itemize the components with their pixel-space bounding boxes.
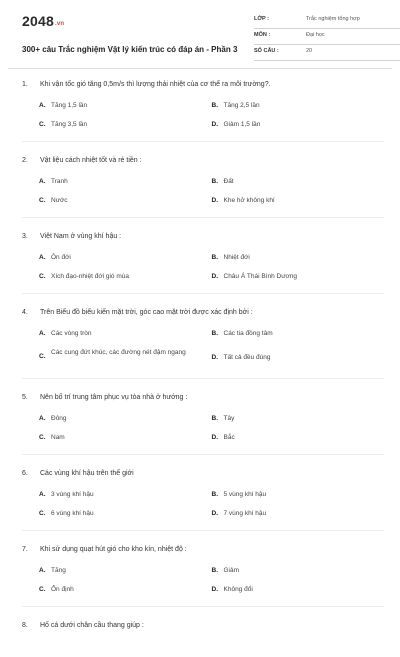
question-text (22, 80, 384, 90)
option-d[interactable]: D. Khe hở không khí (211, 197, 275, 204)
question-stem: Khi vận tốc gió tăng 0,5m/s thì lượng thải nhiệt của cơ thể ra môi trường?. (40, 81, 271, 88)
header-divider (8, 68, 392, 69)
option-c[interactable]: C. Xích đạo-nhiệt đới gió mùa (39, 273, 129, 280)
option-b[interactable]: B. Các tia đồng tâm (211, 330, 273, 337)
option-text: Không đổi (223, 586, 253, 593)
question-item (22, 545, 384, 607)
option-a[interactable]: A. Tăng 1,5 lần (39, 102, 88, 109)
option-b[interactable]: B. Giảm (211, 567, 240, 574)
option-text: Tăng 1,5 lần (51, 102, 88, 109)
question-text (22, 232, 384, 242)
meta-label: SỐ CÂU : (254, 48, 279, 54)
option-c[interactable]: C. 6 vùng khí hậu (39, 510, 94, 517)
logo-sub: .vn (54, 21, 65, 27)
option-text: Nhiệt đới (223, 254, 250, 261)
question-list (22, 80, 384, 657)
option-a[interactable]: A. Ôn đới (39, 254, 71, 261)
question-number: 3. (22, 233, 28, 240)
option-group (22, 566, 384, 594)
option-group (22, 329, 384, 366)
question-number: 2. (22, 157, 28, 164)
option-text: Đông (51, 415, 67, 422)
question-item (22, 308, 384, 379)
option-text: Khe hở không khí (223, 197, 275, 204)
meta-row-class (254, 13, 400, 29)
option-text: Giảm (223, 567, 240, 574)
question-item (22, 80, 384, 142)
question-item (22, 393, 384, 455)
option-group (22, 177, 384, 205)
option-text: Tất cả đều đúng (223, 354, 271, 361)
question-stem: Hố cá dưới chân cầu thang giúp : (40, 622, 144, 629)
option-group (22, 414, 384, 442)
option-d[interactable]: D. Bắc (211, 434, 235, 441)
question-number: 5. (22, 394, 28, 401)
option-c[interactable]: C. Tăng 3,5 lần (39, 121, 88, 128)
question-text (22, 393, 384, 403)
question-number: 6. (22, 470, 28, 477)
option-b[interactable]: B. Đất (211, 178, 234, 185)
option-text: 6 vùng khí hậu (51, 510, 94, 517)
option-text: 7 vùng khí hậu (223, 510, 267, 517)
question-item (22, 469, 384, 531)
question-number: 7. (22, 546, 28, 553)
question-text (22, 156, 384, 166)
option-b[interactable]: B. Tăng 2,5 lần (211, 102, 260, 109)
option-text: Giảm 1,5 lần (223, 121, 261, 128)
option-a[interactable]: A. Các vòng tròn (39, 330, 92, 337)
option-text: Ổn định (51, 586, 74, 593)
meta-table (254, 13, 400, 61)
option-group (22, 101, 384, 129)
question-text (22, 469, 384, 479)
option-text: Xích đạo-nhiệt đới gió mùa (51, 273, 129, 280)
option-text: 5 vùng khí hậu (223, 491, 267, 498)
option-b[interactable]: B. 5 vùng khí hậu (211, 491, 267, 498)
option-text: 3 vùng khí hậu (51, 491, 94, 498)
option-text: Các vòng tròn (51, 330, 92, 337)
meta-row-count (254, 45, 400, 61)
option-text: Các tia đồng tâm (223, 330, 273, 337)
header (22, 13, 378, 63)
option-text: Tây (223, 415, 235, 422)
question-number: 1. (22, 81, 28, 88)
question-item (22, 156, 384, 218)
option-text: Nước (51, 197, 68, 204)
option-text: Tăng (51, 567, 66, 574)
option-c[interactable]: C. Nam (39, 434, 65, 441)
question-item (22, 232, 384, 294)
option-a[interactable]: A. Tranh (39, 178, 68, 185)
site-logo[interactable] (22, 13, 64, 29)
option-text: Châu Á Thái Bình Dương (223, 273, 298, 280)
meta-label: LỚP : (254, 16, 269, 22)
question-stem: Việt Nam ở vùng khí hậu : (40, 233, 122, 240)
option-b[interactable]: B. Nhiệt đới (211, 254, 250, 261)
option-d[interactable]: D. Giảm 1,5 lần (211, 121, 261, 128)
question-stem: Khi sử dụng quạt hút gió cho kho kín, nhiệt độ : (40, 546, 187, 553)
option-b[interactable]: B. Tây (211, 415, 235, 422)
option-text: Bắc (223, 434, 235, 441)
option-c[interactable]: C. Nước (39, 197, 68, 204)
meta-row-subject (254, 29, 400, 45)
question-stem: Vật liệu cách nhiệt tốt và rẻ tiền : (40, 157, 142, 164)
option-group (22, 253, 384, 281)
question-text (22, 308, 384, 318)
option-d[interactable]: D. Không đổi (211, 586, 253, 593)
option-text: Các cung đứt khúc, các đường nét đậm ngang (51, 349, 186, 356)
option-text: Tăng 3,5 lần (51, 121, 88, 128)
question-item (22, 621, 384, 643)
document-title: 300+ câu Trắc nghiệm Vật lý kiến trúc có đáp án - Phần 3 (22, 45, 238, 54)
meta-value: Trắc nghiệm tổng hợp (306, 16, 360, 22)
question-number: 4. (22, 309, 28, 316)
option-d[interactable]: D. Tất cả đều đúng (211, 354, 271, 361)
option-group (22, 490, 384, 518)
question-stem: Trên Biểu đồ biểu kiến mặt trời, góc cao mặt trời được xác định bởi : (40, 309, 253, 316)
option-text: Nam (51, 434, 65, 441)
logo-main: 2048 (22, 13, 54, 29)
option-c[interactable]: C. Các cung đứt khúc, các đường nét đậm ngang (39, 349, 186, 360)
option-text: Tăng 2,5 lần (223, 102, 260, 109)
option-d[interactable]: D. Châu Á Thái Bình Dương (211, 273, 298, 280)
option-text: Ôn đới (51, 254, 71, 261)
question-number: 8. (22, 622, 28, 629)
meta-value: 20 (306, 48, 313, 54)
option-c[interactable]: C. Ổn định (39, 586, 74, 593)
option-d[interactable]: D. 7 vùng khí hậu (211, 510, 267, 517)
option-text: Đất (223, 178, 234, 185)
meta-value: Đại học (306, 32, 325, 38)
question-text (22, 621, 384, 631)
meta-label: MÔN : (254, 32, 271, 38)
option-a[interactable]: A. Đông (39, 415, 67, 422)
option-a[interactable]: A. 3 vùng khí hậu (39, 491, 94, 498)
option-a[interactable]: A. Tăng (39, 567, 66, 574)
option-text: Tranh (51, 178, 68, 185)
question-stem: Các vùng khí hậu trên thế giới (40, 470, 134, 477)
question-stem: Nên bố trí trung tâm phục vụ tòa nhà ở hướng : (40, 394, 188, 401)
question-text (22, 545, 384, 555)
